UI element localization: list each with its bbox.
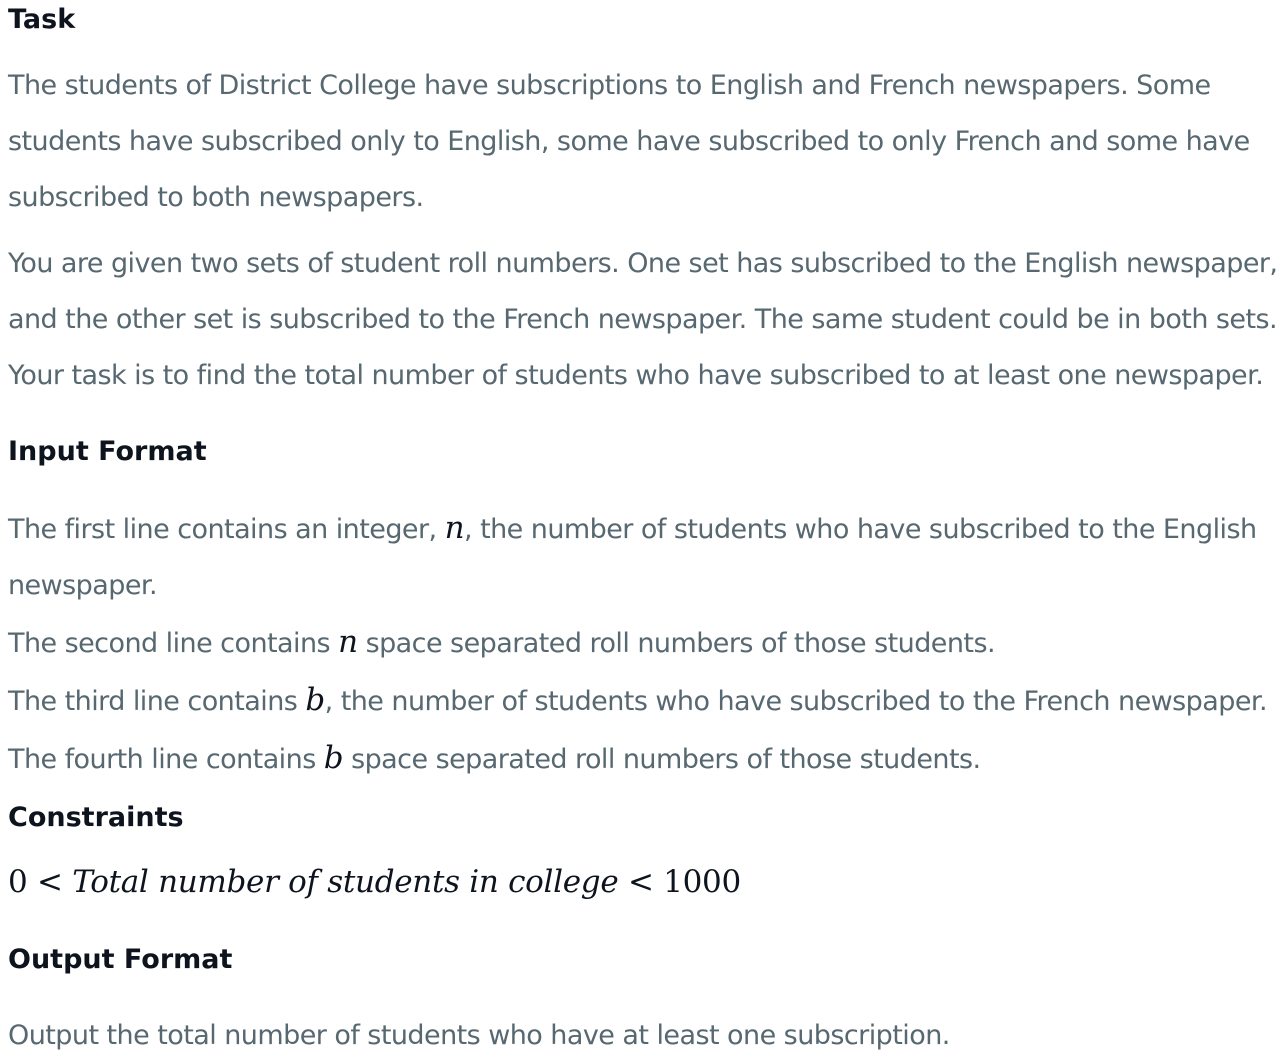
task-paragraph-1-line-1: The students of District College have subscriptions to English and French newspapers. Some: [8, 70, 1211, 101]
constraint-expression: Total number of students in college: [72, 864, 619, 900]
variable-n: n: [444, 510, 465, 546]
less-than-symbol: <: [27, 864, 73, 900]
input-format-heading: Input Format: [8, 436, 207, 467]
input-line-1: [8, 500, 1282, 558]
input-line-3-suffix: , the number of students who have subscribed to the French newspaper.: [324, 686, 1268, 717]
task-heading: Task: [8, 4, 76, 35]
output-format-text: Output the total number of students who have at least one subscription.: [8, 1020, 950, 1051]
input-line-4-suffix: space separated roll numbers of those students.: [343, 744, 981, 775]
constraint-formula: [8, 862, 741, 902]
constraint-upper-bound: 1000: [663, 864, 741, 900]
input-line-4-prefix: The fourth line contains: [8, 744, 324, 775]
constraints-heading: Constraints: [8, 802, 184, 833]
output-format-paragraph: [8, 1008, 1282, 1064]
task-paragraph-1: [8, 58, 1282, 226]
constraint-lower-bound: 0: [8, 864, 28, 900]
task-paragraph-1-line-2: students have subscribed only to English, some have subscribed to only French and some have: [8, 126, 1250, 157]
variable-b: b: [305, 682, 325, 718]
input-line-4: [8, 730, 1282, 788]
variable-n: n: [338, 624, 358, 660]
input-format-paragraph: [8, 500, 1282, 788]
task-paragraph-2-line-1: You are given two sets of student roll numbers. One set has subscribed to the English newspaper,: [8, 248, 1278, 279]
input-line-2-suffix: space separated roll numbers of those students.: [357, 628, 996, 659]
input-line-3: [8, 672, 1282, 730]
variable-b: b: [323, 740, 344, 776]
input-line-1-suffix: , the number of students who have subscribed to the English: [464, 514, 1257, 545]
task-paragraph-2: [8, 236, 1282, 404]
task-paragraph-2-line-2: and the other set is subscribed to the French newspaper. The same student could be in both sets.: [8, 304, 1278, 335]
input-line-1-prefix: The first line contains an integer,: [8, 514, 445, 545]
task-paragraph-1-line-3: subscribed to both newspapers.: [8, 182, 424, 213]
output-format-heading: Output Format: [8, 944, 233, 975]
less-than-symbol: <: [618, 864, 664, 900]
input-line-1-continuation: newspaper.: [8, 570, 158, 601]
input-line-2-prefix: The second line contains: [8, 628, 339, 659]
input-line-2: [8, 614, 1282, 672]
task-paragraph-2-line-3: Your task is to find the total number of students who have subscribed to at least one newspaper.: [8, 360, 1264, 391]
input-line-3-prefix: The third line contains: [8, 686, 306, 717]
